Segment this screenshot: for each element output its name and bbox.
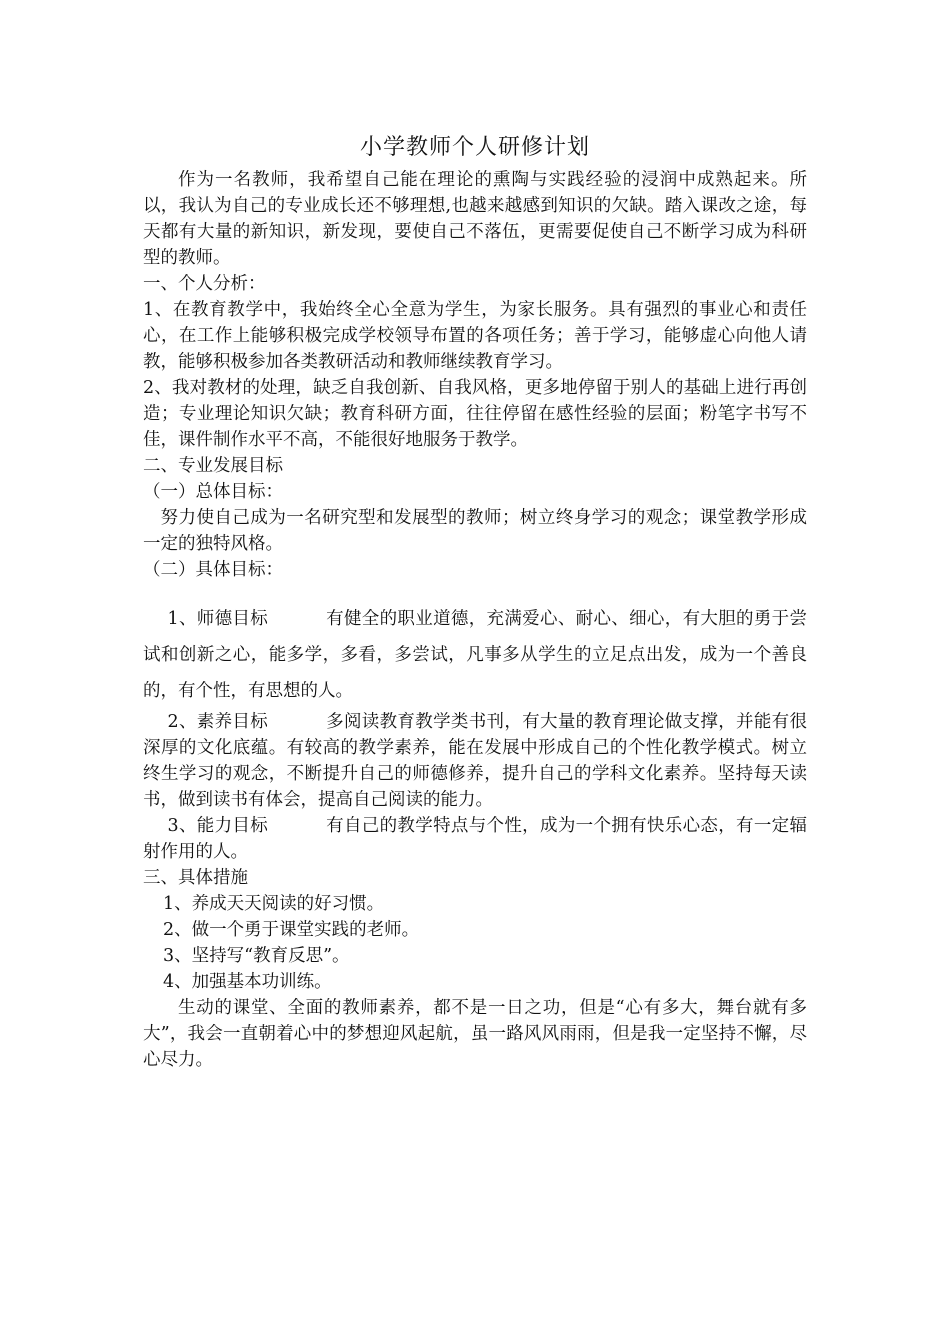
section1-item-1: 1、在教育教学中，我始终全心全意为学生，为家长服务。具有强烈的事业心和责任心，在工作上能够积极完成学校领导布置的各项任务；善于学习，能够虚心向他人请教，能够积极参加各类教研活动和教师继续教育学习。 [143,300,807,372]
section3-heading: 三、具体措施 [143,868,248,888]
closing-paragraph: 生动的课堂、全面的教师素养，都不是一日之功，但是“心有多大，舞台就有多大”，我会一直朝着心中的梦想迎风起航，虽一路风风雨雨，但是我一定坚持不懈，尽心尽力。 [143,998,807,1070]
goal-1-text: 有健全的职业道德，充满爱心、耐心、细心，有大胆的勇于尝试和创新之心，能多学，多看，多尝试，凡事多从学生的立足点出发，成为一个善良的，有个性，有思想的人。 [143,609,808,701]
measure-item: 1、养成天天阅读的好习惯。 [163,894,385,914]
sub1-heading: （一）总体目标： [143,482,283,502]
sub1-text: 努力使自己成为一名研究型和发展型的教师；树立终身学习的观念；课堂教学形成一定的独特风格。 [143,508,807,554]
goal-3-label: 3、能力目标 [167,816,269,836]
goal-3-paragraph [143,813,807,865]
goal-3-text: 有自己的教学特点与个性，成为一个拥有快乐心态，有一定辐射作用的人。 [143,816,808,862]
section1-heading: 一、个人分析： [143,274,266,294]
goal-2-text: 多阅读教育教学类书刊，有大量的教育理论做支撑，并能有很深厚的文化底蕴。有较高的教学素养，能在发展中形成自己的个性化教学模式。树立终生学习的观念，不断提升自己的师德修养，提升自己的学科文化素养。坚持每天读书，做到读书有体会，提高自己阅读的能力。 [143,712,808,810]
measure-item: 2、做一个勇于课堂实践的老师。 [163,920,420,940]
goal-1-paragraph [143,601,807,709]
section1-item-2: 2、我对教材的处理，缺乏自我创新、自我风格，更多地停留于别人的基础上进行再创造；专业理论知识欠缺；教育科研方面，往往停留在感性经验的层面；粉笔字书写不佳，课件制作水平不高，不能很好地服务于教学。 [143,378,807,450]
goal-2-paragraph [143,709,807,813]
measure-item: 3、坚持写“教育反思”。 [163,946,350,966]
section2-heading: 二、专业发展目标 [143,456,283,476]
document-title: 小学教师个人研修计划 [359,135,590,160]
sub2-heading: （二）具体目标： [143,560,283,580]
measure-item: 4、加强基本功训练。 [163,972,332,992]
goal-2-label: 2、素养目标 [167,712,269,732]
intro-paragraph: 作为一名教师，我希望自己能在理论的熏陶与实践经验的浸润中成熟起来。所以，我认为自己的专业成长还不够理想,也越来越感到知识的欠缺。踏入课改之途，每天都有大量的新知识，新发现，要使自己不落伍，更需要促使自己不断学习成为科研型的教师。 [143,170,807,268]
document-body [143,131,807,1073]
goal-1-label: 1、师德目标 [167,609,269,629]
